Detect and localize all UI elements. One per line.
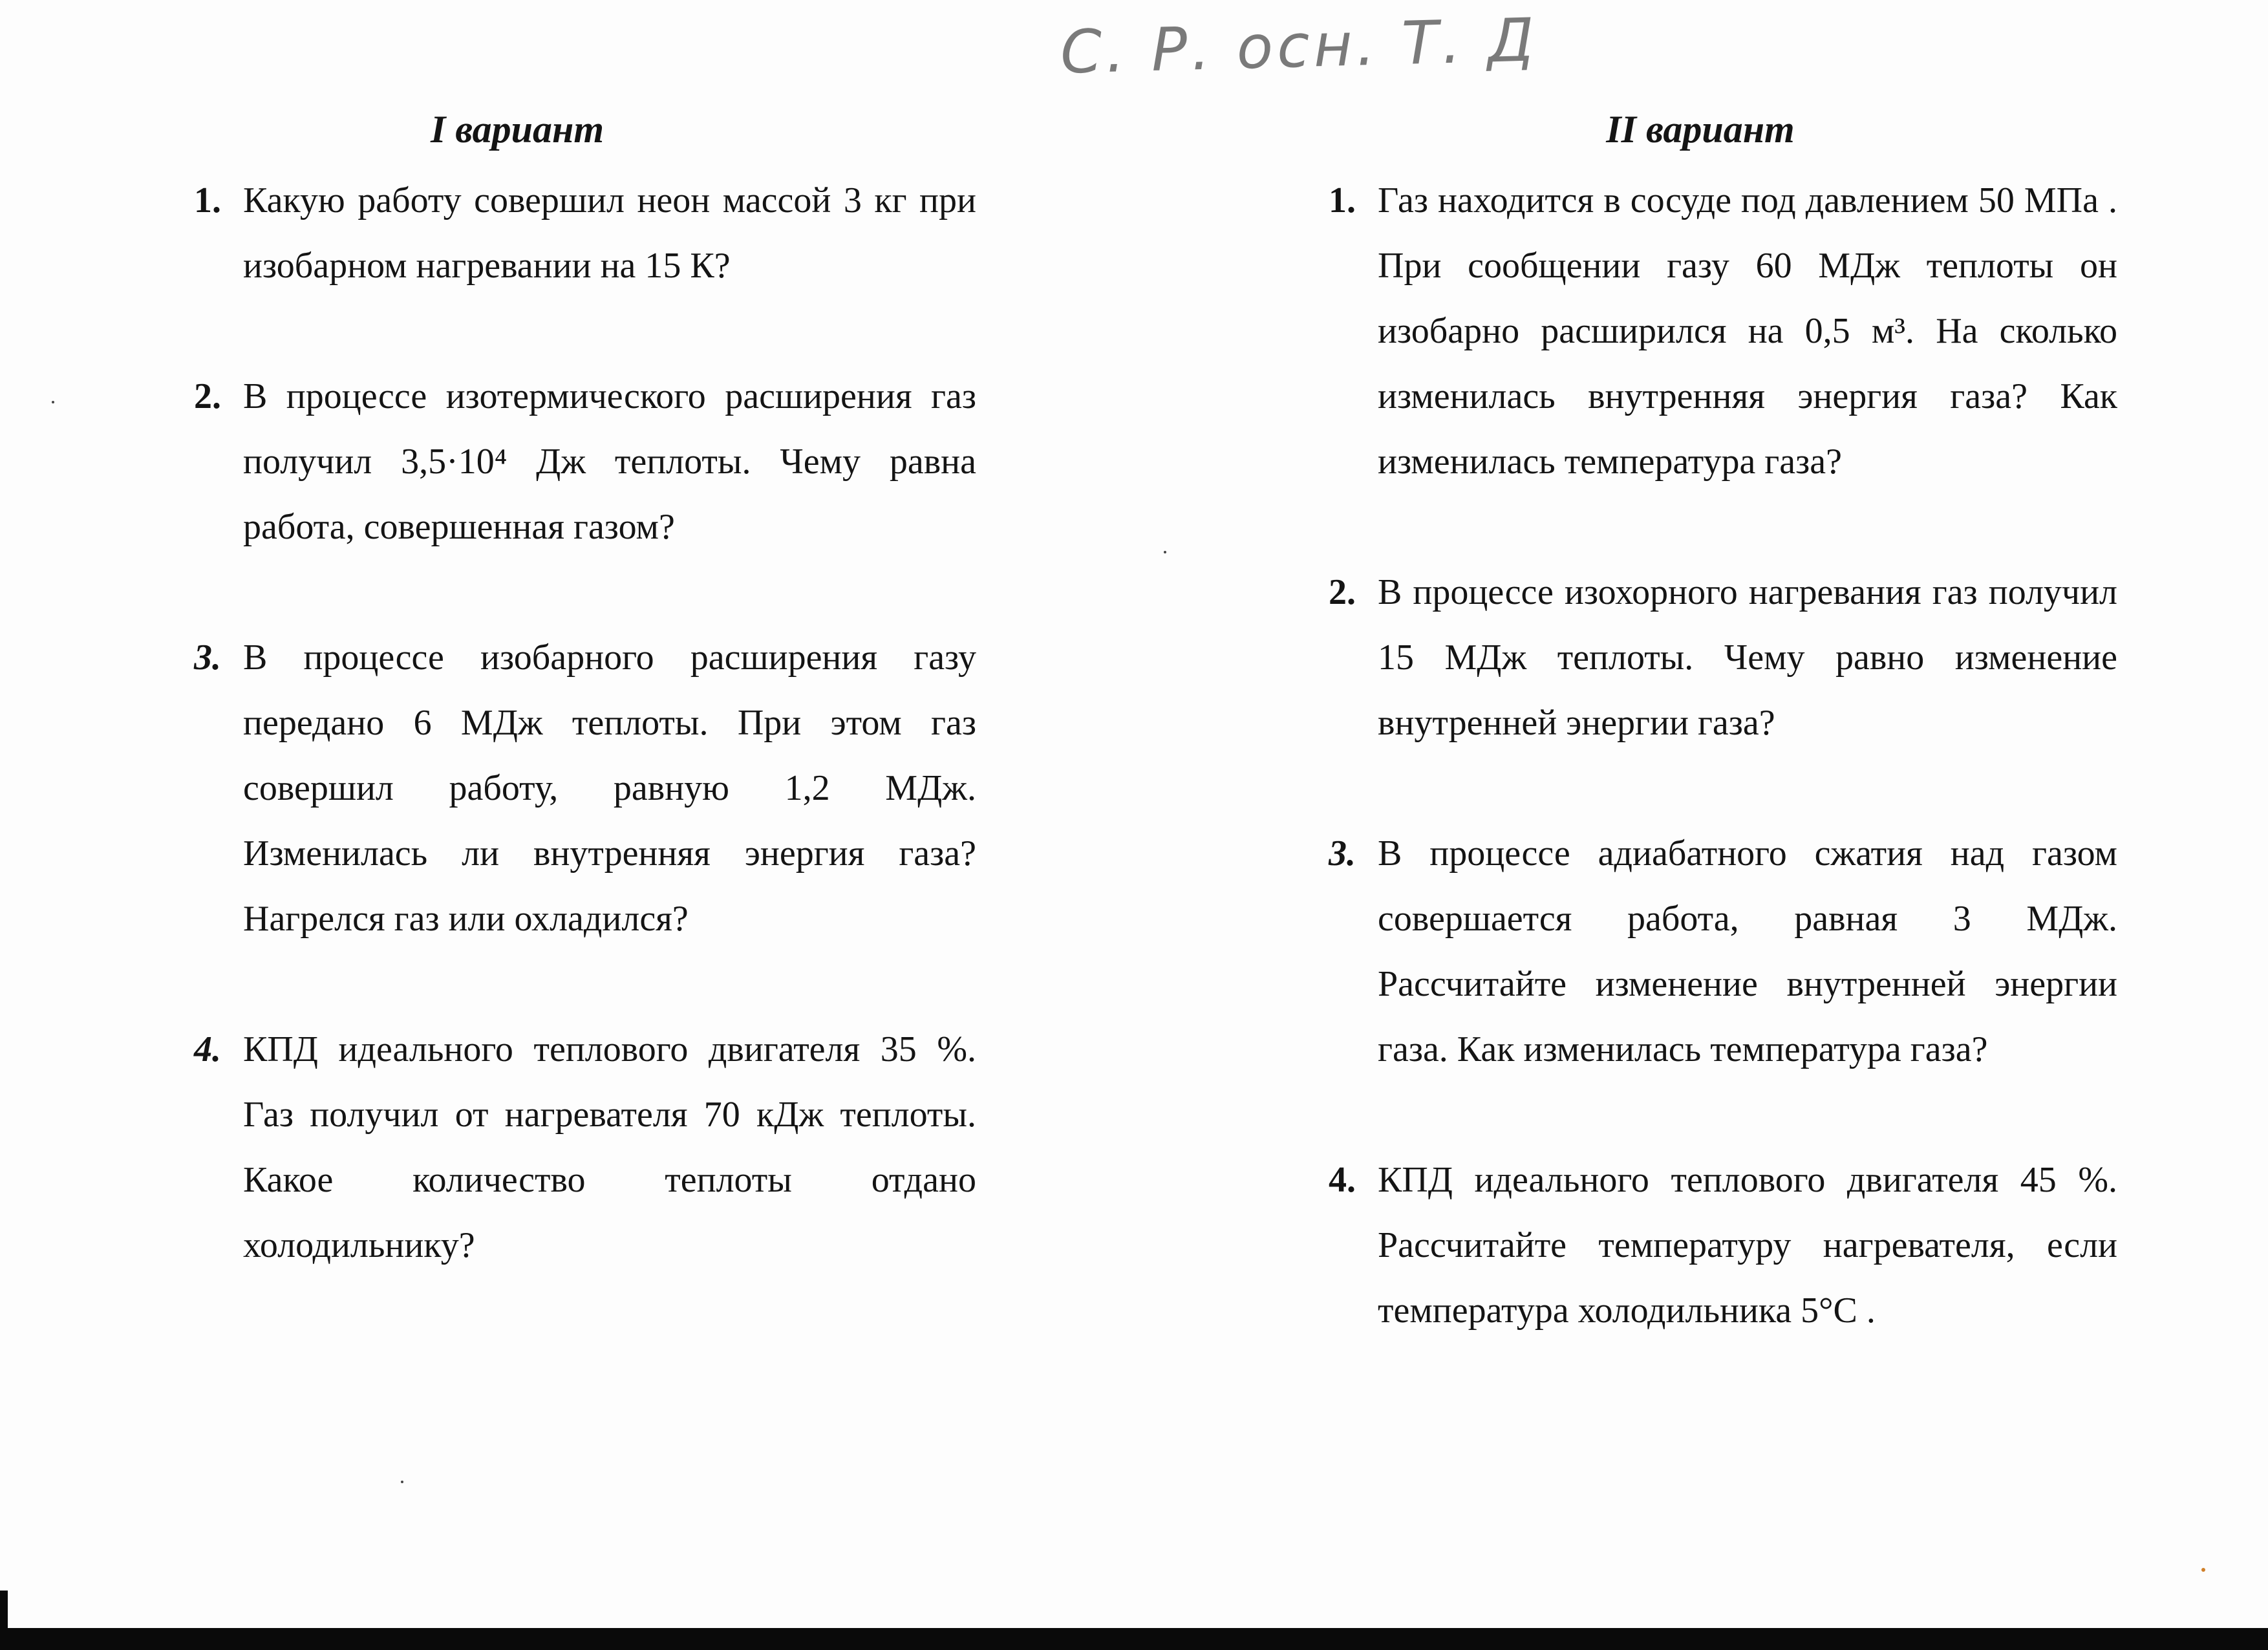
task-number: 2. — [194, 376, 221, 416]
scan-speck — [52, 401, 54, 403]
variant-1-task-1 — [187, 168, 976, 299]
handwritten-note: С. Р. осн. Т. Д — [1059, 5, 1539, 87]
task-number: 3. — [194, 638, 221, 678]
task-text: КПД идеального теплового двигателя 35 %. Газ получил от нагревателя 70 кДж теплоты. Какое количество теплоты отдано холодильнику? — [243, 1029, 976, 1265]
task-number: 2. — [1329, 572, 1356, 612]
task-text: В процессе изохорного нагревания газ получил 15 МДж теплоты. Чему равно изменение внутренней энергии газа? — [1378, 572, 2117, 743]
variant-1-task-4 — [187, 1017, 976, 1278]
scan-speck — [2201, 1568, 2205, 1572]
task-number: 1. — [194, 180, 221, 220]
variant-1-title: I вариант — [430, 108, 604, 151]
task-number: 3. — [1329, 833, 1356, 873]
task-text: В процессе изобарного расширения газу передано 6 МДж теплоты. При этом газ совершил работу, равную 1,2 МДж. Изменилась ли внутренняя энергия газа? Нагрелся газ или охладился? — [243, 638, 976, 939]
task-number: 4. — [1329, 1160, 1356, 1200]
variant-1-task-2 — [187, 364, 976, 560]
variant-2-title: II вариант — [1606, 108, 1795, 151]
variant-2-task-1 — [1322, 168, 2117, 495]
variant-2-task-2 — [1322, 560, 2117, 756]
task-number: 1. — [1329, 180, 1356, 220]
task-text: В процессе адиабатного сжатия над газом совершается работа, равная 3 МДж. Рассчитайте изменение внутренней энергии газа. Как изменилась температура газа? — [1378, 833, 2117, 1069]
variant-1-column — [187, 103, 976, 1278]
variant-1-task-3 — [187, 625, 976, 952]
scan-speck — [401, 1481, 403, 1483]
task-text: Какую работу совершил неон массой 3 кг при изобарном нагревании на 15 К? — [243, 180, 976, 286]
scan-bottom-edge — [0, 1628, 2268, 1650]
variant-2-task-3 — [1322, 821, 2117, 1082]
task-text: Газ находится в сосуде под давлением 50 МПа . При сообщении газу 60 МДж теплоты он изобарно расширился на 0,5 м³. На сколько изменилась внутренняя энергия газа? Как изменилась температура газа? — [1378, 180, 2117, 482]
scan-speck — [1164, 551, 1166, 553]
task-number: 4. — [194, 1029, 221, 1069]
task-text: КПД идеального теплового двигателя 45 %. Рассчитайте температуру нагревателя, если температура холодильника 5°С . — [1378, 1160, 2117, 1331]
task-text: В процессе изотермического расширения газ получил 3,5·10⁴ Дж теплоты. Чему равна работа, совершенная газом? — [243, 376, 976, 547]
variant-2-column — [1322, 103, 2117, 1344]
variant-2-task-4 — [1322, 1148, 2117, 1344]
